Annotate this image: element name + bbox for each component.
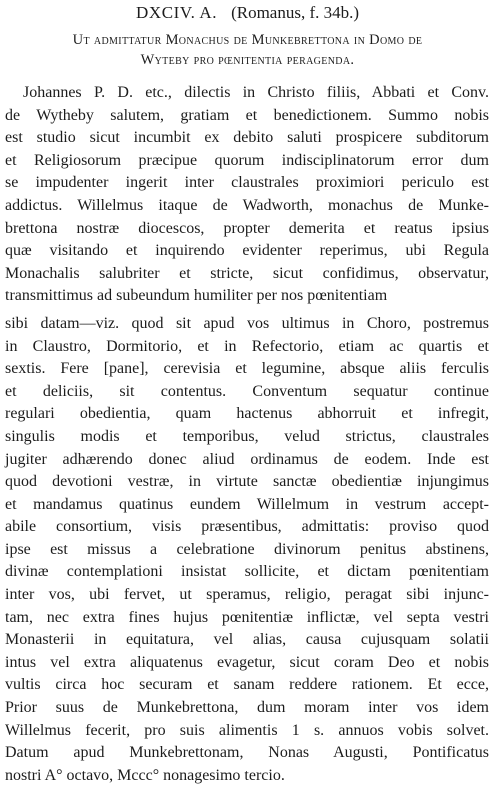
text-line: de Wytheby salutem, gratiam et benedictionem. Summo nobis xyxy=(5,106,489,124)
text-line: et deliciis, sit contentus. Conventum sequatur continue xyxy=(5,382,489,400)
text-line: divinæ contemplationi insistat sollicite, et dictam pœnitentiam xyxy=(5,563,489,581)
text-line: jugiter adhærendo donec aliud ordinamus de eodem. Inde est xyxy=(5,450,489,468)
document-body xyxy=(5,82,489,787)
text-line: transmittimus ad subeundum humiliter per nos pœnitentiam xyxy=(5,287,388,305)
text-line: se impudenter ingerit inter claustrales proximiori periculo est xyxy=(5,174,489,192)
text-line: inter vos, ubi fervet, ut speramus, religio, peragat sibi injunc- xyxy=(5,586,489,604)
text-line: abile consortium, visis præsentibus, admittatis: proviso quod xyxy=(5,518,489,536)
text-line: nostri A° octavo, Mccc° nonagesimo tercio. xyxy=(5,766,285,784)
folio-reference: (Romanus, f. 34b.) xyxy=(231,3,360,22)
text-line: in Claustro, Dormitorio, et in Refectorio, etiam ac quartis et xyxy=(5,337,489,355)
paragraph xyxy=(5,82,489,308)
text-line: Monasterii in equitatura, vel alias, causa cujusquam solatii xyxy=(5,631,489,649)
text-line: vultis circa hoc securam et sanam reddere rationem. Et ecce, xyxy=(5,676,489,694)
text-line: Prior suus de Munkebrettona, dum moram inter vos idem xyxy=(5,699,489,717)
text-line: quæ visitando et inquirendo evidenter reperimus, ubi Regula xyxy=(5,242,489,260)
title-line: Ut admittatur Monachus de Munkebrettona in Domo de xyxy=(72,32,423,48)
text-line: et Religiosorum præcipue quorum indisciplinatorum error dum xyxy=(5,151,489,169)
text-line: quod devotioni vestræ, in virtute sanctæ obedientiæ injungimus xyxy=(5,473,489,491)
document-number: DXCIV. A. xyxy=(135,3,218,22)
text-line: singulis modis et temporibus, velud strictus, claustrales xyxy=(5,427,489,445)
text-line: Willelmus fecerit, pro suis alimentis 1 s. annuos vobis solvet. xyxy=(5,721,489,739)
document-heading xyxy=(0,3,495,23)
text-line: intus vel extra aliquatenus evagetur, sicut coram Deo et nobis xyxy=(5,653,489,671)
title-line: Wyteby pro pœnitentia peragenda. xyxy=(140,52,355,68)
text-line: addictus. Willelmus itaque de Wadworth, monachus de Munke- xyxy=(5,196,489,214)
paragraph xyxy=(5,313,489,787)
text-line: Johannes P. D. etc., dilectis in Christo filiis, Abbati et Conv. xyxy=(23,84,489,101)
text-line: brettona nostræ diocescos, propter demerita et reatus ipsius xyxy=(5,219,489,237)
text-line: regulari obedientia, quam hactenus abhorruit et infregit, xyxy=(5,405,489,423)
text-line: ipse est missus a celebratione divinorum penitus abstinens, xyxy=(5,540,489,558)
text-line: sibi datam—viz. quod sit apud vos ultimus in Choro, postremus xyxy=(5,314,489,332)
text-line: tam, nec extra fines hujus pœnitentiæ inflictæ, vel septa vestri xyxy=(5,608,489,626)
document-title xyxy=(10,30,485,70)
text-line: Datum apud Munkebrettonam, Nonas Augusti, Pontificatus xyxy=(5,744,489,762)
text-line: est studio sicut incumbit ex debito saluti prospicere subditorum xyxy=(5,129,489,147)
text-line: et mandamus quatinus eundem Willelmum in vestrum accept- xyxy=(5,495,489,513)
text-line: sextis. Fere [pane], cerevisia et legumine, absque aliis ferculis xyxy=(5,360,489,378)
text-line: Monachalis salubriter et stricte, sicut confidimus, observatur, xyxy=(5,264,489,282)
